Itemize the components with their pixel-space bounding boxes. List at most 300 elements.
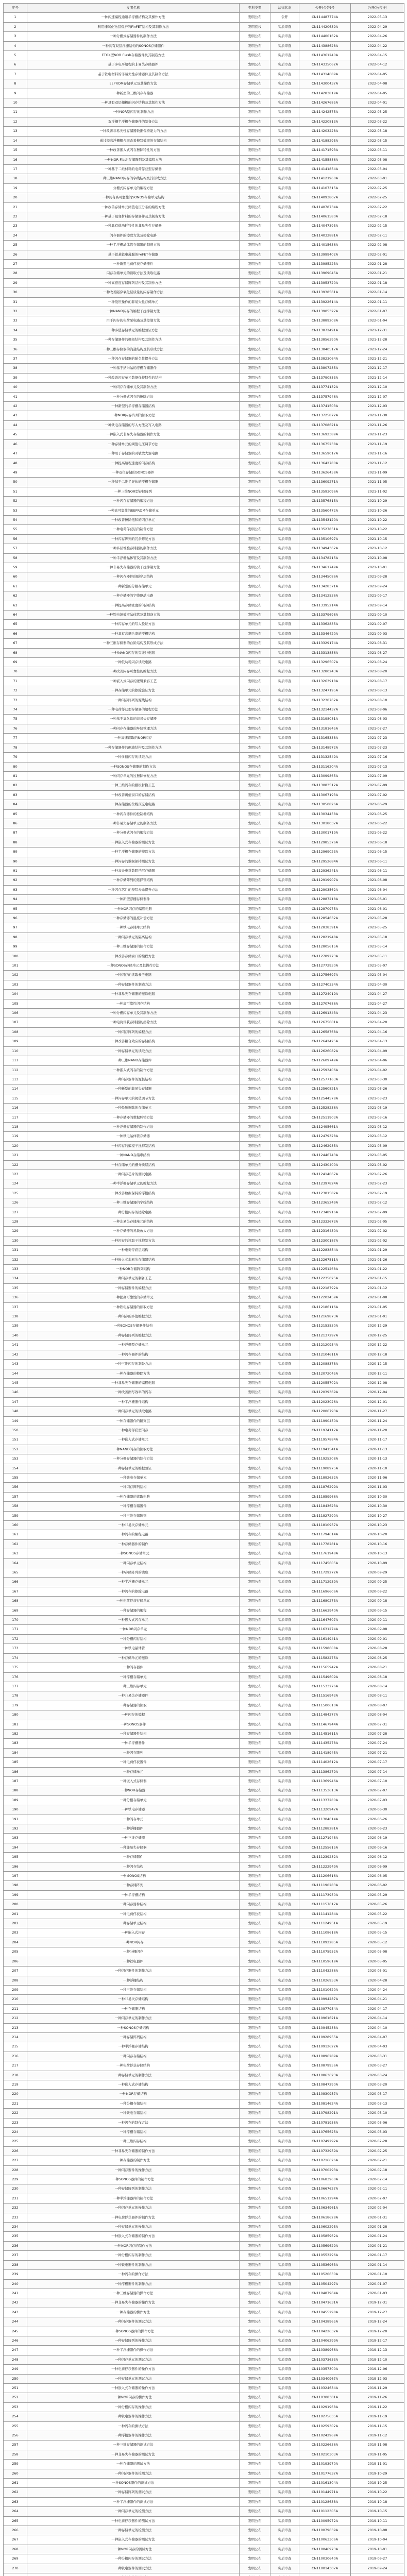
row-pub-date: 2022-04-15 — [351, 51, 404, 60]
row-index: 11 — [4, 108, 27, 117]
row-title: 一种三维闪存的栅极替换工艺 — [27, 781, 240, 790]
row-pub-no: CN113445086A — [299, 572, 351, 582]
row-title: 一种非易失存储器 — [27, 1843, 240, 1852]
row-type: 发明公布 — [240, 2090, 270, 2099]
row-title: 一种分栅闪存的制作方法 — [27, 2251, 240, 2260]
row-pub-no: CN113609271A — [299, 478, 351, 487]
row-index: 197 — [4, 1872, 27, 1881]
row-title: 一种闪存单元的过擦除修复方法 — [27, 771, 240, 781]
row-pub-date: 2021-05-04 — [351, 971, 404, 980]
row-index: 10 — [4, 98, 27, 108]
row-index: 149 — [4, 1416, 27, 1426]
row-pub-date: 2021-01-08 — [351, 1293, 404, 1302]
row-status: 实质审查 — [270, 278, 299, 287]
row-title: 一种电荷俘获器件的操作方法 — [27, 2365, 240, 2374]
row-index: 90 — [4, 857, 27, 866]
row-pub-date: 2020-07-03 — [351, 1795, 404, 1805]
row-pub-no: CN110079639A — [299, 2526, 351, 2535]
row-pub-date: 2020-02-25 — [351, 2146, 404, 2156]
row-status: 实质审查 — [270, 895, 299, 904]
row-status: 实质审查 — [270, 60, 299, 70]
row-pub-date: 2021-10-29 — [351, 497, 404, 506]
row-title: 一种分栅式存储器件的制作方法 — [27, 32, 240, 41]
row-status: 实质审查 — [270, 790, 299, 800]
row-title: 一种高介电常数阻挡层存储器 — [27, 866, 240, 875]
row-type: 发明公布 — [240, 1132, 270, 1141]
row-pub-date: 2021-10-15 — [351, 534, 404, 544]
row-pub-date: 2020-09-11 — [351, 1616, 404, 1625]
row-status: 实质审查 — [270, 1786, 299, 1795]
row-title: 一种三维存储器的字线结构 — [27, 1198, 240, 1208]
row-pub-no: CN113478215A — [299, 553, 351, 563]
row-pub-date: 2020-02-18 — [351, 2165, 404, 2175]
row-pub-date: 2022-02-08 — [351, 241, 404, 250]
row-pub-no: CN111925208A — [299, 1454, 351, 1464]
row-type: 发明公布 — [240, 364, 270, 373]
row-title: 一种铁电器件的制作方法 — [27, 2260, 240, 2269]
table-row — [4, 591, 404, 601]
row-pub-no: CN113985223A — [299, 259, 351, 268]
row-title: 一种嵌入式闪存的制作方法 — [27, 1065, 240, 1075]
row-type: 发明公布 — [240, 1616, 270, 1625]
row-pub-date: 2019-12-20 — [351, 2327, 404, 2336]
row-title: 一种具有高可靠性的SONOS存储单元结构 — [27, 193, 240, 202]
row-pub-date: 2021-11-16 — [351, 449, 404, 459]
row-status: 实质审查 — [270, 307, 299, 316]
row-title: 一种嵌入式存储器 — [27, 1776, 240, 1786]
row-pub-date: 2021-02-09 — [351, 1208, 404, 1217]
row-type: 发明公布 — [240, 2194, 270, 2203]
table-row — [4, 2402, 404, 2412]
row-status: 实质审查 — [270, 724, 299, 733]
row-pub-date: 2019-09-27 — [351, 2554, 404, 2564]
row-title: 一种闪存单元的检测方法 — [27, 2507, 240, 2516]
row-index: 210 — [4, 1995, 27, 2004]
row-pub-no: CN112397824A — [299, 1179, 351, 1189]
table-row — [4, 1672, 404, 1682]
row-status: 实质审查 — [270, 771, 299, 781]
row-type: 发明公布 — [240, 2460, 270, 2469]
table-row — [4, 2146, 404, 2156]
table-row — [4, 648, 404, 657]
row-type: 发明公布 — [240, 164, 270, 174]
row-status: 实质审查 — [270, 1027, 299, 1037]
row-index: 131 — [4, 1246, 27, 1255]
table-row — [4, 2393, 404, 2402]
row-type: 发明公布 — [240, 2184, 270, 2194]
row-pub-date: 2020-06-05 — [351, 1872, 404, 1881]
row-status: 实质审查 — [270, 1426, 299, 1435]
row-title: 一种存储器的制作方法 — [27, 2156, 240, 2165]
row-pub-date: 2021-10-08 — [351, 553, 404, 563]
row-index: 139 — [4, 1321, 27, 1331]
row-type: 发明公布 — [240, 876, 270, 885]
row-index: 13 — [4, 127, 27, 136]
row-status: 实质审查 — [270, 1378, 299, 1387]
row-status: 实质审查 — [270, 2241, 299, 2250]
row-pub-date: 2020-04-24 — [351, 1985, 404, 1994]
row-pub-date: 2020-12-29 — [351, 1321, 404, 1331]
table-row — [4, 1597, 404, 1606]
table-row — [4, 563, 404, 572]
row-pub-date: 2020-01-21 — [351, 2241, 404, 2250]
row-title: 一种闪存器件的操作方法 — [27, 2165, 240, 2175]
table-row — [4, 1682, 404, 1691]
row-pub-no: CN112104611A — [299, 1350, 351, 1359]
row-pub-no: CN114314689A — [299, 70, 351, 79]
row-status: 实质审查 — [270, 866, 299, 875]
row-index: 256 — [4, 2431, 27, 2441]
row-pub-no: CN110667627A — [299, 2184, 351, 2194]
row-pub-no: CN113116204A — [299, 762, 351, 771]
table-row — [4, 1388, 404, 1397]
table-row — [4, 2488, 404, 2497]
row-type: 发明公布 — [240, 895, 270, 904]
row-pub-date: 2021-05-07 — [351, 961, 404, 971]
row-type: 发明公布 — [240, 1198, 270, 1208]
row-pub-no: CN111533276A — [299, 1682, 351, 1691]
row-status: 实质审查 — [270, 108, 299, 117]
row-pub-date: 2021-10-01 — [351, 563, 404, 572]
row-pub-no: CN114061580A — [299, 212, 351, 221]
row-status: 实质审查 — [270, 1834, 299, 1843]
row-pub-no: CN114242575A — [299, 108, 351, 117]
row-title: 一种SONOS器件的制作方法 — [27, 2175, 240, 2184]
row-pub-date: 2021-01-01 — [351, 1312, 404, 1321]
table-row — [4, 259, 404, 268]
row-pub-date: 2020-12-01 — [351, 1397, 404, 1406]
row-type: 发明公布 — [240, 724, 270, 733]
row-pub-date: 2021-01-15 — [351, 1274, 404, 1283]
row-title: 一种改善闪存可靠性的编程方法 — [27, 667, 240, 676]
row-type: 发明公布 — [240, 1426, 270, 1435]
row-status: 实质审查 — [270, 2526, 299, 2535]
row-title: 一种电荷俘获存储器的擦除方法 — [27, 1018, 240, 1027]
row-status: 实质审查 — [270, 781, 299, 790]
row-title: 一种电荷俘获层的制备方法 — [27, 525, 240, 534]
row-index: 229 — [4, 2175, 27, 2184]
row-type: 发明公布 — [240, 696, 270, 705]
row-status: 实质审查 — [270, 1388, 299, 1397]
table-row — [4, 202, 404, 212]
row-index: 238 — [4, 2260, 27, 2269]
row-pub-no: CN112495661A — [299, 1122, 351, 1131]
table-row — [4, 326, 404, 335]
row-pub-date: 2019-11-26 — [351, 2393, 404, 2402]
row-pub-date: 2020-06-12 — [351, 1853, 404, 1862]
row-title: 一种基于阻变材料的存储器件及其制备方法 — [27, 212, 240, 221]
row-index: 205 — [4, 1947, 27, 1957]
row-status: 实质审查 — [270, 1321, 299, 1331]
row-type: 发明公布 — [240, 1853, 270, 1862]
row-status: 实质审查 — [270, 1009, 299, 1018]
row-title: 一种改善隧穿氧化层质量的闪存制作方法 — [27, 288, 240, 297]
row-status: 实质审查 — [270, 2184, 299, 2194]
row-index: 247 — [4, 2346, 27, 2355]
row-pub-no: CN114047395A — [299, 222, 351, 231]
table-row — [4, 1369, 404, 1378]
row-title: 一种浮栅存储器件 — [27, 1502, 240, 1511]
row-title: 一种电荷俘获型存储器的编程方法 — [27, 705, 240, 715]
row-pub-no: CN113840517A — [299, 345, 351, 354]
table-row — [4, 2450, 404, 2459]
row-type: 发明公布 — [240, 525, 270, 534]
row-pub-date: 2020-09-08 — [351, 1625, 404, 1634]
table-row — [4, 2109, 404, 2118]
row-status: 实质审查 — [270, 2450, 299, 2459]
table-row — [4, 515, 404, 524]
row-index: 101 — [4, 961, 27, 971]
row-index: 108 — [4, 1027, 27, 1037]
row-title: 一种存储单元的测试方法 — [27, 2374, 240, 2383]
row-title: 一种SONOS存储器件结构 — [27, 1321, 240, 1331]
row-type: 发明公布 — [240, 1369, 270, 1378]
row-pub-no: CN111141284A — [299, 1909, 351, 1919]
row-pub-no: CN113510697A — [299, 534, 351, 544]
row-title: 一种存储阵列 — [27, 1881, 240, 1890]
row-title: 一种分栅存储单元 — [27, 1795, 240, 1805]
row-type: 发明公布 — [240, 866, 270, 875]
row-type: 发明公布 — [240, 2270, 270, 2279]
row-pub-no: CN110618628A — [299, 2213, 351, 2222]
row-type: 发明公布 — [240, 534, 270, 544]
row-index: 237 — [4, 2251, 27, 2260]
table-row — [4, 1208, 404, 1217]
table-row — [4, 1985, 404, 1994]
row-title: 一种存储单元的擦除验证方法 — [27, 686, 240, 696]
row-index: 14 — [4, 136, 27, 145]
table-row — [4, 136, 404, 145]
row-index: 129 — [4, 1227, 27, 1236]
row-pub-no: CN113165338A — [299, 734, 351, 743]
row-index: 29 — [4, 278, 27, 287]
row-type: 发明公布 — [240, 667, 270, 676]
row-status: 实质审查 — [270, 2346, 299, 2355]
row-status: 实质审查 — [270, 1729, 299, 1738]
row-type: 发明公布 — [240, 952, 270, 961]
row-pub-date: 2020-05-05 — [351, 1957, 404, 1966]
row-type: 发明公布 — [240, 1179, 270, 1189]
row-type: 发明公布 — [240, 1350, 270, 1359]
row-status: 实质审查 — [270, 2365, 299, 2374]
table-row — [4, 1758, 404, 1767]
row-pub-no: CN113922614A — [299, 297, 351, 307]
row-type — [240, 2573, 270, 2576]
row-status: 实质审查 — [270, 705, 299, 715]
table-row — [4, 1027, 404, 1037]
row-status: 实质审查 — [270, 1720, 299, 1729]
row-index: 226 — [4, 2146, 27, 2156]
table-row — [4, 2431, 404, 2441]
row-pub-no: CN111369946A — [299, 1776, 351, 1786]
row-pub-no: CN110814624A — [299, 2099, 351, 2108]
row-pub-no: CN114032881A — [299, 231, 351, 240]
table-row — [4, 1321, 404, 1331]
row-status: 实质审查 — [270, 980, 299, 989]
row-status: 实质审查 — [270, 193, 299, 202]
row-type: 发明公布 — [240, 1701, 270, 1710]
row-status: 实质审查 — [270, 1255, 299, 1264]
row-pub-no: CN110291968A — [299, 2402, 351, 2412]
row-pub-no: CN112283854A — [299, 1246, 351, 1255]
table-row — [4, 2099, 404, 2108]
row-title: 一种闪存存储器的编程方法 — [27, 497, 240, 506]
row-index: 194 — [4, 1843, 27, 1852]
table-row — [4, 1701, 404, 1710]
row-type: 发明公布 — [240, 506, 270, 515]
row-type: 发明公布 — [240, 1246, 270, 1255]
row-pub-date: 2020-06-02 — [351, 1881, 404, 1890]
row-type: 发明公布 — [240, 1084, 270, 1094]
row-title: 一种高密度存储阵列结构及其制作方法 — [27, 278, 240, 287]
row-title: 一种闪速编程通道半浮栅结构及其操作方法 — [27, 13, 240, 22]
row-pub-no: CN113067193A — [299, 790, 351, 800]
row-type: 发明公布 — [240, 2080, 270, 2089]
row-pub-no: CN113001719A — [299, 828, 351, 838]
row-title: 一种闪存芯片的擦写寿命提升方法 — [27, 885, 240, 894]
row-pub-date: 2021-05-11 — [351, 952, 404, 961]
row-pub-date: 2019-11-22 — [351, 2402, 404, 2412]
row-status: 实质审查 — [270, 79, 299, 89]
row-pub-no: CN110879956A — [299, 2061, 351, 2071]
table-row — [4, 1227, 404, 1236]
table-row — [4, 2118, 404, 2127]
row-pub-no: CN112430400A — [299, 1160, 351, 1170]
row-status: 实质审查 — [270, 1653, 299, 1663]
row-pub-date: 2021-09-17 — [351, 591, 404, 601]
row-pub-date: 2021-04-27 — [351, 999, 404, 1008]
row-index: 82 — [4, 781, 27, 790]
row-pub-date: 2021-11-19 — [351, 439, 404, 449]
row-index: 147 — [4, 1397, 27, 1406]
row-title: 一种嵌入式闪存 — [27, 1928, 240, 1938]
row-type: 发明公布 — [240, 2146, 270, 2156]
row-index: 33 — [4, 316, 27, 326]
row-pub-no: CN112772930A — [299, 961, 351, 971]
row-type: 发明公布 — [240, 1416, 270, 1426]
row-pub-no: CN112023026A — [299, 1397, 351, 1406]
row-index: 43 — [4, 411, 27, 420]
row-status: 实质审查 — [270, 2080, 299, 2089]
row-title: 一种NOR闪存的制作方法 — [27, 2241, 240, 2250]
row-index: 255 — [4, 2421, 27, 2431]
row-pub-date: 2020-06-16 — [351, 1843, 404, 1852]
row-pub-date: 2022-03-01 — [351, 174, 404, 183]
row-title: 一种新型的非易失存储器 — [27, 1084, 240, 1094]
table-row — [4, 1872, 404, 1881]
row-pub-date: 2019-10-15 — [351, 2507, 404, 2516]
row-index: 263 — [4, 2497, 27, 2506]
row-index: 105 — [4, 999, 27, 1008]
row-index: 2 — [4, 22, 27, 31]
row-type: 发明公布 — [240, 136, 270, 145]
row-pub-date: 2021-06-18 — [351, 838, 404, 847]
row-title: 一种闪存单元的写入验证方法 — [27, 620, 240, 629]
row-status: 实质审查 — [270, 1302, 299, 1312]
table-row — [4, 1947, 404, 1957]
row-status: 实质审查 — [270, 1084, 299, 1094]
row-status: 实质审查 — [270, 1558, 299, 1568]
row-type: 发明公布 — [240, 70, 270, 79]
table-row — [4, 241, 404, 250]
row-index: 100 — [4, 952, 27, 961]
table-row — [4, 1539, 404, 1549]
table-row — [4, 335, 404, 345]
row-pub-no: CN112511903A — [299, 1113, 351, 1122]
row-status: 实质审查 — [270, 923, 299, 933]
table-row — [4, 1729, 404, 1738]
row-type: 发明公布 — [240, 459, 270, 468]
row-pub-date: 2021-06-08 — [351, 876, 404, 885]
row-title: 一种SONOS器件的操作方法 — [27, 2327, 240, 2336]
table-row — [4, 715, 404, 724]
row-pub-date: 2021-09-07 — [351, 620, 404, 629]
row-title: 一种NOR型闪存的制作方法 — [27, 108, 240, 117]
table-row — [4, 497, 404, 506]
row-pub-no: CN113214437A — [299, 705, 351, 715]
table-row — [4, 41, 404, 50]
row-title: 一种存储器件的隧穿层 — [27, 1416, 240, 1426]
row-pub-no: CN113741503A — [299, 402, 351, 411]
table-row — [4, 1786, 404, 1795]
row-type: 发明公布 — [240, 2421, 270, 2431]
row-title: 一种存储器件 — [27, 1853, 240, 1862]
row-type: 发明公布 — [240, 790, 270, 800]
row-index: 266 — [4, 2526, 27, 2535]
row-pub-date: 2021-09-03 — [351, 629, 404, 638]
row-pub-no: CN111353613A — [299, 1786, 351, 1795]
row-status: 实质审查 — [270, 354, 299, 364]
table-row — [4, 667, 404, 676]
row-title: 一种电荷俘获器件 — [27, 1758, 240, 1767]
row-type: 发明公布 — [240, 1056, 270, 1065]
row-type: 发明公布 — [240, 373, 270, 382]
row-pub-no: CN113247195A — [299, 686, 351, 696]
row-index: 163 — [4, 1549, 27, 1558]
row-pub-no: CN111108618A — [299, 1928, 351, 1938]
row-type: 发明公布 — [240, 2213, 270, 2222]
table-row — [4, 506, 404, 515]
row-pub-date: 2020-11-06 — [351, 1473, 404, 1482]
row-index: 3 — [4, 32, 27, 41]
row-title: 一种非易失存储结构 — [27, 1995, 240, 2004]
row-type: 发明公布 — [240, 449, 270, 459]
table-row — [4, 743, 404, 752]
row-title: 一种存储单元 — [27, 1767, 240, 1776]
row-pub-date: 2020-05-22 — [351, 1909, 404, 1919]
row-status: 实质审查 — [270, 914, 299, 923]
row-title: 一种改善擦写效率的闪存 — [27, 1388, 240, 1397]
row-status: 实质审查 — [270, 1189, 299, 1198]
row-index: 162 — [4, 1539, 27, 1549]
row-status: 实质审查 — [270, 686, 299, 696]
row-title: 一种存储器件的制造方法 — [27, 980, 240, 989]
row-title: 一种非易失存储单元的结构 — [27, 1217, 240, 1227]
row-type: 发明公布 — [240, 1321, 270, 1331]
row-type: 发明公布 — [240, 2118, 270, 2127]
row-title: 一种改善存储单元阈值电压分布的编程方法 — [27, 202, 240, 212]
row-index: 213 — [4, 2023, 27, 2032]
row-index — [4, 2573, 27, 2576]
row-status: 实质审查 — [270, 1597, 299, 1606]
row-pub-date: 2020-03-27 — [351, 2061, 404, 2071]
row-pub-no: CN111451611A — [299, 1729, 351, 1738]
row-pub-no: CN110161304A — [299, 2479, 351, 2488]
row-type: 发明公布 — [240, 1720, 270, 1729]
table-row — [4, 572, 404, 582]
table-row — [4, 961, 404, 971]
row-pub-date: 2020-07-07 — [351, 1786, 404, 1795]
